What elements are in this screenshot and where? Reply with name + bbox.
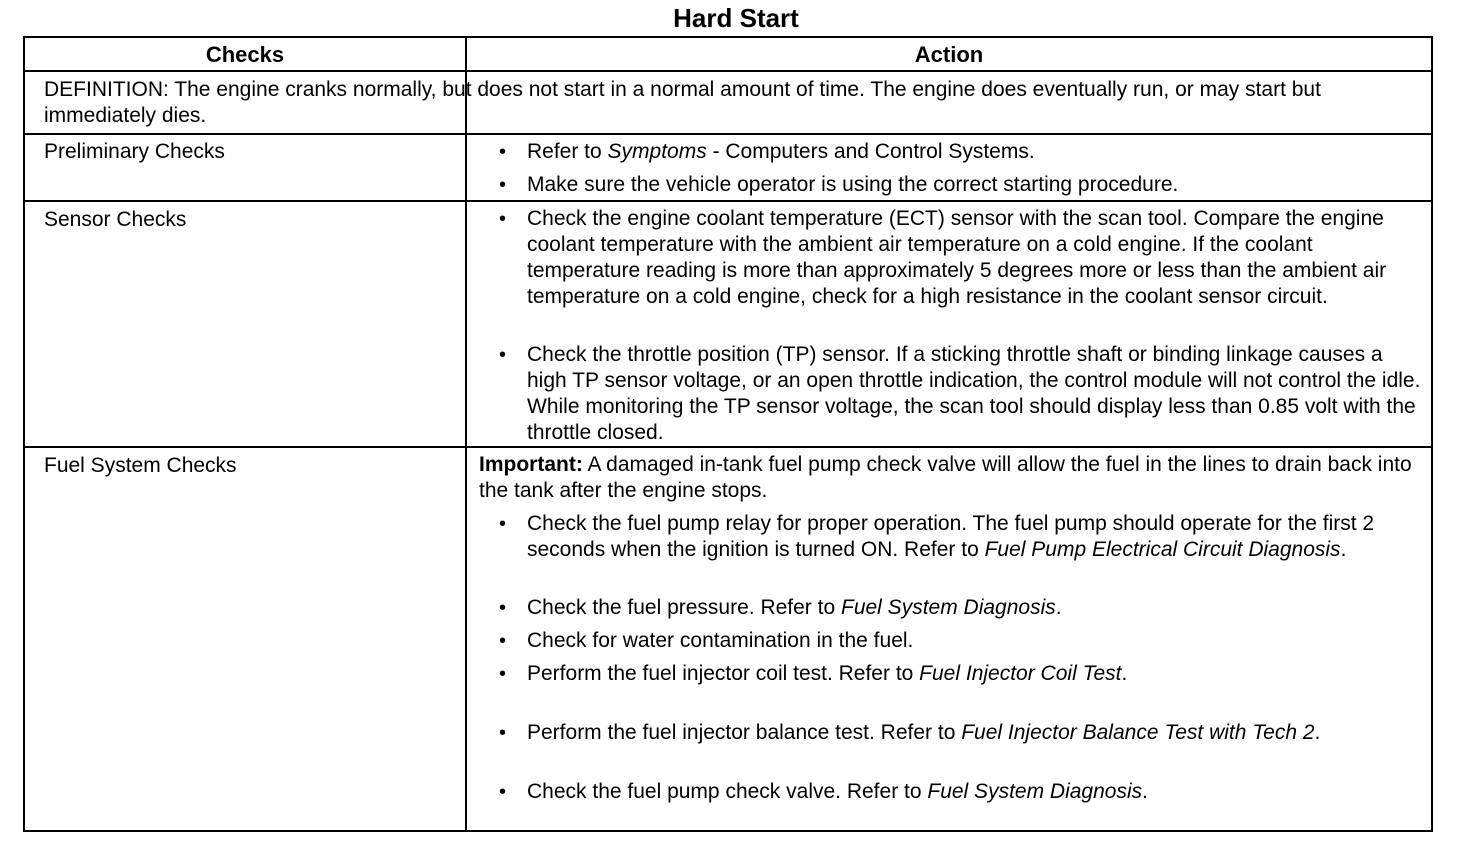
header-rule bbox=[25, 70, 1431, 72]
list-item: Check the throttle position (TP) sensor. If a sticking throttle shaft or binding linkage causes a high TP sensor voltage, or an open throttle indication, the control module will not control the idle. While monitoring the TP sensor voltage, the scan tool should display less than 0.85 volt with the throttle closed. bbox=[527, 343, 1421, 444]
preliminary-rule bbox=[25, 200, 1431, 202]
bullet-icon: • bbox=[499, 174, 507, 196]
page-title: Hard Start bbox=[673, 3, 799, 33]
row-label-sensor: Sensor Checks bbox=[44, 208, 187, 231]
important-note: Important: A damaged in-tank fuel pump check valve will allow the fuel in the lines to drain back into the tank after the engine stops. bbox=[479, 453, 1412, 502]
definition-rule bbox=[25, 133, 1431, 135]
bullet-icon: • bbox=[499, 663, 507, 685]
list-item: Check the fuel pump relay for proper operation. The fuel pump should operate for the first 2 seconds when the ignition is turned ON. Refer to Fuel Pump Electrical Circuit Diagnosis. bbox=[527, 512, 1375, 561]
hard-start-table bbox=[23, 36, 1433, 832]
list-item: Refer to Symptoms - Computers and Control Systems. bbox=[527, 140, 1035, 163]
list-item: Check the engine coolant temperature (ECT) sensor with the scan tool. Compare the engine coolant temperature with the ambient air temperature on a cold engine. If the coolant temperature reading is more than approximately 5 degrees more or less than the ambient air temperature on a cold engine, check for a high resistance in the coolant sensor circuit. bbox=[527, 207, 1387, 308]
bullet-icon: • bbox=[499, 208, 507, 230]
list-item: Perform the fuel injector balance test. Refer to Fuel Injector Balance Test with Tech 2. bbox=[527, 721, 1321, 744]
bullet-icon: • bbox=[499, 722, 507, 744]
sensor-rule bbox=[25, 446, 1431, 448]
header-action: Action bbox=[914, 42, 984, 67]
bullet-icon: • bbox=[499, 781, 507, 803]
list-item: Make sure the vehicle operator is using the correct starting procedure. bbox=[527, 173, 1179, 196]
list-item: Check the fuel pump check valve. Refer to Fuel System Diagnosis. bbox=[527, 780, 1148, 803]
list-item: Perform the fuel injector coil test. Refer to Fuel Injector Coil Test. bbox=[527, 662, 1128, 685]
bullet-icon: • bbox=[499, 513, 507, 535]
bullet-icon: • bbox=[499, 344, 507, 366]
bullet-icon: • bbox=[499, 630, 507, 652]
row-label-preliminary: Preliminary Checks bbox=[44, 140, 225, 163]
header-checks: Checks bbox=[205, 42, 285, 67]
list-item: Check the fuel pressure. Refer to Fuel System Diagnosis. bbox=[527, 596, 1062, 619]
list-item: Check for water contamination in the fuel. bbox=[527, 629, 914, 652]
column-divider bbox=[465, 38, 467, 830]
row-label-fuel: Fuel System Checks bbox=[44, 454, 237, 477]
definition-text: DEFINITION: The engine cranks normally, but does not start in a normal amount of time. The engine does eventually run, or may start but immediately dies. bbox=[44, 78, 1321, 127]
bullet-icon: • bbox=[499, 597, 507, 619]
bullet-icon: • bbox=[499, 141, 507, 163]
